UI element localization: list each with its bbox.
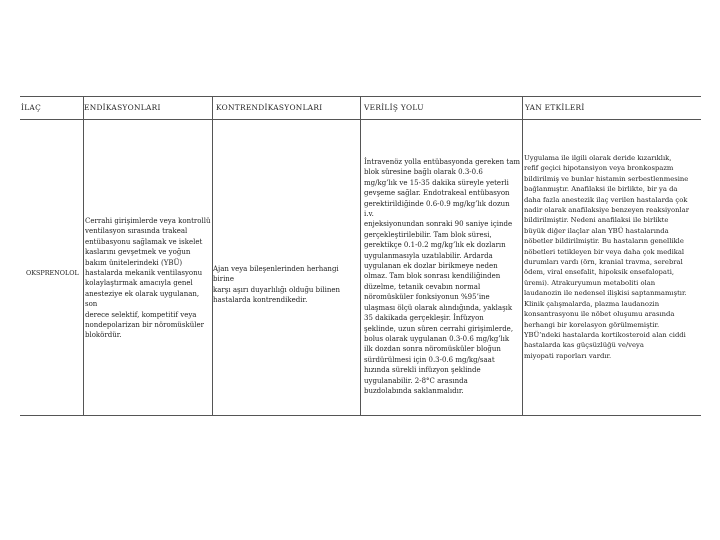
header-contraindications: KONTRENDİKASYONLARI xyxy=(216,103,323,112)
header-drug: İLAÇ xyxy=(21,103,42,112)
header-side-effects: YAN ETKİLERİ xyxy=(525,103,585,112)
drug-table xyxy=(20,96,701,416)
header-route: VERİLİŞ YOLU xyxy=(364,103,424,112)
cell-drug: OKSPRENOLOL xyxy=(26,269,79,277)
column-divider xyxy=(212,97,213,415)
cell-contraindications: Ajan veya bileşenlerinden herhangi birine karşı aşırı duyarlılığı olduğu bilinen hastalarda kontrendikedir. xyxy=(213,265,341,305)
cell-indications: Cerrahi girişimlerde veya kontrollü ventilasyon sırasında trakeal entübasyonu sağlamak ve iskelet kaslarını gevşetmek ve yoğun bakım ünitelerindeki (YBÜ) hastalarda mekanik ventilasyonu kolaylaştırmak amacıyla genel anesteziye ek olarak uygulanan, son derece selektif, kompetitif veya nondepolarizan bir nöromüsküler blokördür. xyxy=(85,217,211,340)
column-divider xyxy=(83,97,84,415)
header-indications: ENDİKASYONLARI xyxy=(84,103,161,112)
cell-side-effects: Uygulama ile ilgili olarak deride kızarıklık, refif geçici hipotansiyon veya bronkospazm bildirilmiş ve bunlar histamin serbestlenmesine bağlanmıştır. Anafilaksi ile birlikte, bir ya da daha fazla anestezik ilaç verilen hastalarda çok nadir olarak anafilaksiye benzeyen reaksiyonlar bildirilmiştir. Nedeni anafilaksi ile birlikte büyük diğer ilaçlar alan YBÜ hastalarında nöbetler bildirilmiştir. Bu hastaların genellikle nöbetleri tetikleyen bir veya daha çok medikal durumları vardı (örn, kranial travma, serebral ödem, viral ensefalit, hipoksik ensefalopati, üremi). Atrakuryumun metaboliti olan laudanozin ile nedensel ilişkisi saptanmamıştır. Klinik çalışmalarda, plazma laudanozin konsantrasyonu ile nöbet oluşumu arasında herhangi bir korelasyon görülmemiştir. YBÜ’ndeki hastalarda kortikosteroid alan ciddi hastalarda kas güçsüzlüğü ve/veya miyopati raporları vardır. xyxy=(524,154,689,360)
cell-route: İntravenöz yolla entübasyonda gereken tam blok süresine bağlı olarak 0.3-0.6 mg/kg’lık ve 15-35 dakika süreyle yeterli gevşeme sağlar. Endotrakeal entübasyon gerektirildiğinde 0.6-0.9 mg/kg’lık dozun i.v. enjeksiyonundan sonraki 90 saniye içinde gerçekleştirilebilir. Tam blok süresi, gerektikçe 0.1-0.2 mg/kg’lık ek dozların uygulanmasıyla uzatılabilir. Ardarda uygulanan ek dozlar birikmeye neden olmaz. Tam blok sonrası kendiliğinden düzelme, tetanik cevabın normal nöromüsküler fonksiyonun %95’ine ulaşması ölçü olarak alındığında, yaklaşık 35 dakikada gerçekleşir. İnfüzyon şeklinde, uzun süren cerrahi girişimlerde, bolus olarak uygulanan 0.3-0.6 mg/kg’lık ilk dozdan sonra nöromüsküler bloğun sürdürülmesi için 0.3-0.6 mg/kg/saat hızında sürekli infüzyon şeklinde uygulanabilir. 2-8°C arasında buzdolabında saklanmalıdır. xyxy=(364,158,521,395)
column-divider xyxy=(522,97,523,415)
column-divider xyxy=(360,97,361,415)
